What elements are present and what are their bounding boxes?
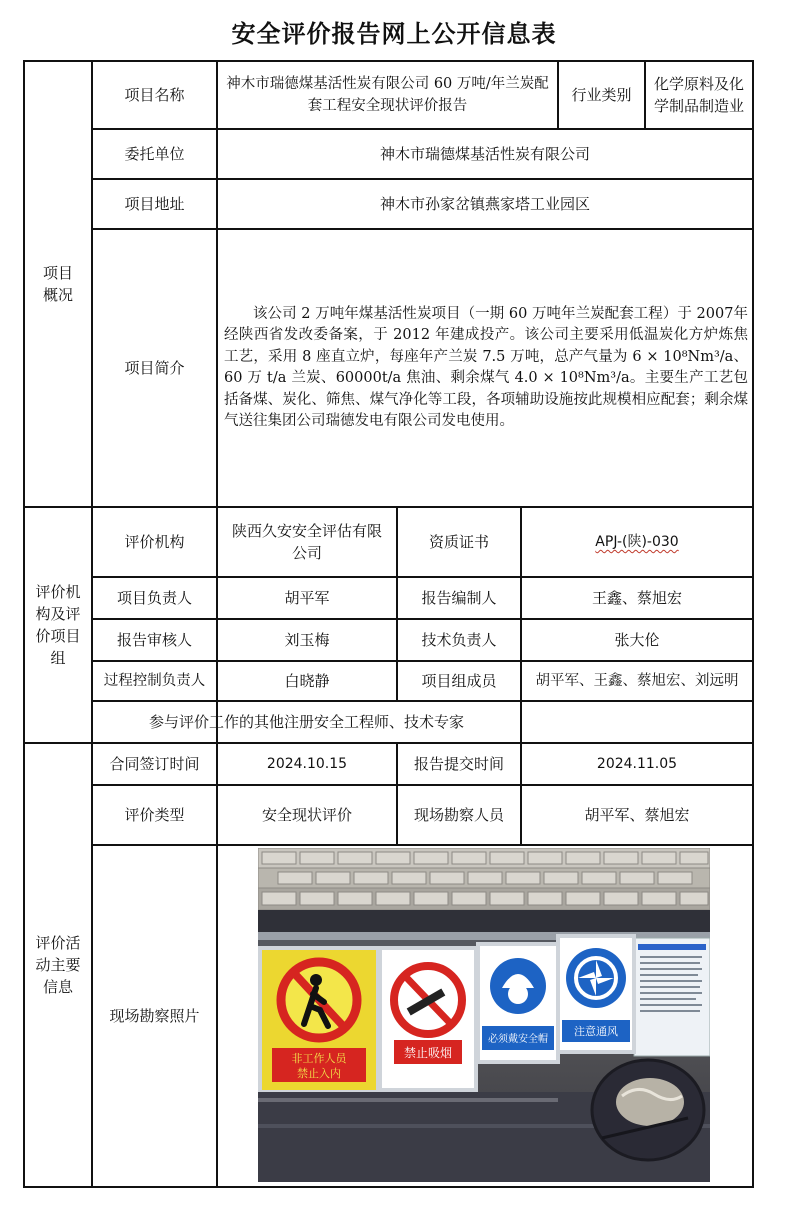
submit-label: 报告提交时间	[413, 755, 504, 773]
writer-label: 报告编制人	[421, 589, 497, 607]
brick-stack	[258, 848, 710, 910]
sign-text-1: 非工作人员	[291, 1052, 347, 1065]
page-title: 安全评价报告网上公开信息表	[231, 20, 557, 48]
section-overview: 项目概况	[42, 264, 73, 304]
project-name-value: 神木市瑞德煤基活性炭有限公司 60 万吨/年兰炭配套工程安全现状评价报告	[226, 76, 549, 114]
section-activity: 评价活动主要信息	[35, 934, 81, 996]
members-label: 项目组成员	[421, 672, 497, 690]
survey-value: 胡平军、蔡旭宏	[584, 806, 690, 824]
photo-label: 现场勘察照片	[109, 1007, 200, 1025]
experts-label: 参与评价工作的其他注册安全工程师、技术专家	[148, 713, 464, 731]
site-photo	[258, 848, 710, 1182]
agency-label: 评价机构	[124, 533, 185, 551]
leader-value: 胡平军	[284, 589, 330, 607]
cert-value: APJ-(陕)-030	[595, 534, 679, 550]
tech-value: 张大伦	[614, 631, 660, 649]
sign-text-3: 必须戴安全帽	[488, 1034, 548, 1045]
address-value: 神木市孙家岔镇燕家塔工业园区	[379, 195, 590, 213]
members-value: 胡平军、王鑫、蔡旭宏、刘远明	[535, 673, 739, 689]
process-value: 白晓静	[284, 672, 330, 690]
address-label: 项目地址	[124, 195, 185, 213]
process-label: 过程控制负责人	[103, 673, 206, 689]
industry-label: 行业类别	[571, 86, 632, 104]
experts-value	[522, 702, 752, 742]
sign-text-1b: 禁止入内	[297, 1067, 341, 1080]
client-label: 委托单位	[124, 145, 185, 163]
no-smoking-sign	[380, 948, 476, 1090]
client-value: 神木市瑞德煤基活性炭有限公司	[379, 145, 590, 163]
leader-label: 项目负责人	[116, 589, 192, 607]
contract-value: 2024.10.15	[266, 756, 348, 772]
contract-label: 合同签订时间	[109, 755, 200, 773]
reviewer-value: 刘玉梅	[284, 631, 330, 649]
project-name-label: 项目名称	[124, 86, 185, 104]
tech-label: 技术负责人	[421, 631, 497, 649]
cert-label: 资质证书	[428, 533, 489, 551]
intro-value: 该公司 2 万吨年煤基活性炭项目（一期 60 万吨年兰炭配套工程）于 2007年经陕西省发改委备案，于 2012 年建成投产。该公司主要采用低温炭化方炉炼焦工艺，采用 8 座直立炉，每座年产兰炭 7.5 万吨，总产气量为 6 × 10⁸Nm³/a、60 万 t/a 兰炭、60000t/a 焦油、剩余煤气 4.0 × 10⁸Nm³/a。主要生产工艺包括备煤、炭化、筛焦、煤气净化等工段，各项辅助设施按此规模相应配套；剩余煤气送往集团公司瑞德发电有限公司发电使用。	[224, 305, 748, 429]
section-org: 评价机构及评价项目组	[35, 583, 81, 667]
agency-value: 陕西久安安全评估有限公司	[232, 522, 383, 562]
survey-label: 现场勘察人员	[413, 806, 504, 824]
ventilation-sign	[558, 936, 634, 1052]
sign-text-4: 注意通风	[574, 1025, 618, 1038]
sign-text-2: 禁止吸烟	[403, 1046, 453, 1060]
cert-value-cell	[522, 508, 752, 576]
type-value: 安全现状评价	[261, 806, 352, 824]
type-label: 评价类型	[124, 806, 185, 824]
writer-value: 王鑫、蔡旭宏	[591, 589, 682, 607]
no-entry-sign	[260, 948, 378, 1092]
reviewer-label: 报告审核人	[116, 631, 192, 649]
industry-value: 化学原料及化学制品制造业	[653, 75, 744, 115]
intro-label: 项目简介	[124, 359, 185, 377]
basket	[592, 1060, 704, 1160]
submit-value: 2024.11.05	[596, 756, 678, 772]
helmet-sign	[478, 944, 558, 1062]
